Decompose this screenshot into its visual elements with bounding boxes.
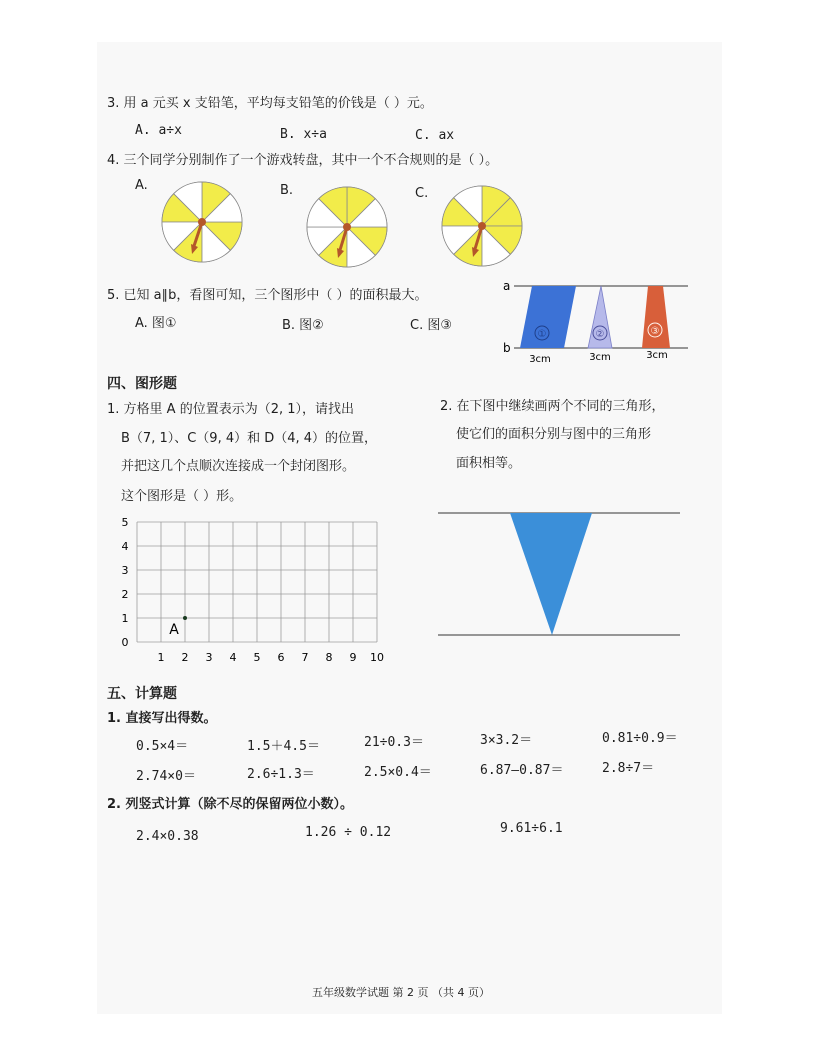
calc-4: 3×3.2＝ [480,733,533,748]
x-tick-1: 1 [157,651,165,664]
y-tick-4: 4 [121,540,129,553]
y-tick-1: 1 [121,612,129,625]
x-tick-5: 5 [253,651,261,664]
x-tick-10: 10 [370,651,384,664]
triangle-figure [436,505,684,645]
point-a [183,616,187,620]
page-footer: 五年级数学试题 第 2 页 （共 4 页） [312,986,490,999]
calc-10: 2.8÷7＝ [602,761,655,776]
figure-1-parallelogram [520,286,576,348]
calc-3: 21÷0.3＝ [364,735,424,750]
question-5-option-a: A. 图① [135,316,177,331]
figure-3-trapezoid [642,286,670,348]
section-4-q2-line-3: 面积相等。 [456,456,522,471]
spinner-b [303,183,391,271]
point-a-label: A [169,622,179,638]
y-tick-0: 0 [121,636,129,649]
x-tick-4: 4 [229,651,237,664]
line-a-label: a [503,279,511,293]
y-tick-3: 3 [121,564,129,577]
section-4-title: 四、图形题 [107,376,177,392]
vertical-calc-2: 1.26 ÷ 0.12 [305,825,392,840]
x-tick-2: 2 [181,651,189,664]
x-tick-6: 6 [277,651,285,664]
parallel-lines-figure [500,278,692,366]
question-3-option-b: B. x÷a [280,127,327,142]
section-4-q2-line-2: 使它们的面积分别与图中的三角形 [456,427,652,442]
section-4-q1-line-3: 并把这几个点顺次连接成一个封闭图形。 [121,459,356,474]
question-3-text: 3. 用 a 元买 x 支铅笔，平均每支铅笔的价钱是（ ）元。 [107,96,433,111]
blue-triangle [510,513,592,635]
calc-8: 2.5×0.4＝ [364,765,432,780]
calc-7: 2.6÷1.3＝ [247,767,315,782]
figure-1-base: 3cm [529,354,551,365]
calc-6: 2.74×0＝ [136,769,196,784]
y-tick-2: 2 [121,588,129,601]
figure-1-label: ① [537,329,547,340]
section-5-title: 五、计算题 [107,686,177,702]
figure-3-label: ③ [650,326,660,337]
coordinate-grid [115,512,387,668]
section-4-q1-line-4: 这个图形是（ ）形。 [121,489,243,504]
question-5-option-c: C. 图③ [410,318,452,333]
question-3-option-c: C. ax [415,128,455,143]
line-b-label: b [503,341,511,355]
figure-3-base: 3cm [646,350,668,361]
spinner-b-label: B. [280,183,294,198]
vertical-calc-1: 2.4×0.38 [136,829,199,844]
section-4-q1-line-2: B（7, 1）、C（9, 4）和 D（4, 4）的位置， [121,431,378,446]
x-tick-7: 7 [301,651,309,664]
section-4-q2-line-1: 2. 在下图中继续画两个不同的三角形， [440,399,665,414]
calc-5: 0.81÷0.9＝ [602,731,678,746]
vertical-calc-3: 9.61÷6.1 [500,821,563,836]
calc-2: 1.5＋4.5＝ [247,739,320,754]
calc-1: 0.5×4＝ [136,739,189,754]
figure-2-label: ② [595,329,605,340]
x-tick-9: 9 [349,651,357,664]
x-tick-8: 8 [325,651,333,664]
question-5-text: 5. 已知 a∥b，看图可知，三个图形中（ ）的面积最大。 [107,288,428,303]
spinner-c [438,182,526,270]
question-3-option-a: A. a÷x [135,123,182,138]
spinner-a-label: A. [135,178,148,193]
spinner-a [158,178,246,266]
question-4-text: 4. 三个同学分别制作了一个游戏转盘，其中一个不合规则的是（ ）。 [107,153,499,168]
figure-2-base: 3cm [589,352,611,363]
question-5-option-b: B. 图② [282,318,324,333]
y-tick-5: 5 [121,516,129,529]
section-4-q1-line-1: 1. 方格里 A 的位置表示为（2, 1），请找出 [107,402,355,417]
spinner-c-label: C. [415,186,429,201]
section-5-q2-title: 2. 列竖式计算（除不尽的保留两位小数）。 [107,797,354,812]
calc-9: 6.87—0.87＝ [480,763,564,778]
section-5-q1-title: 1. 直接写出得数。 [107,711,217,726]
x-tick-3: 3 [205,651,213,664]
